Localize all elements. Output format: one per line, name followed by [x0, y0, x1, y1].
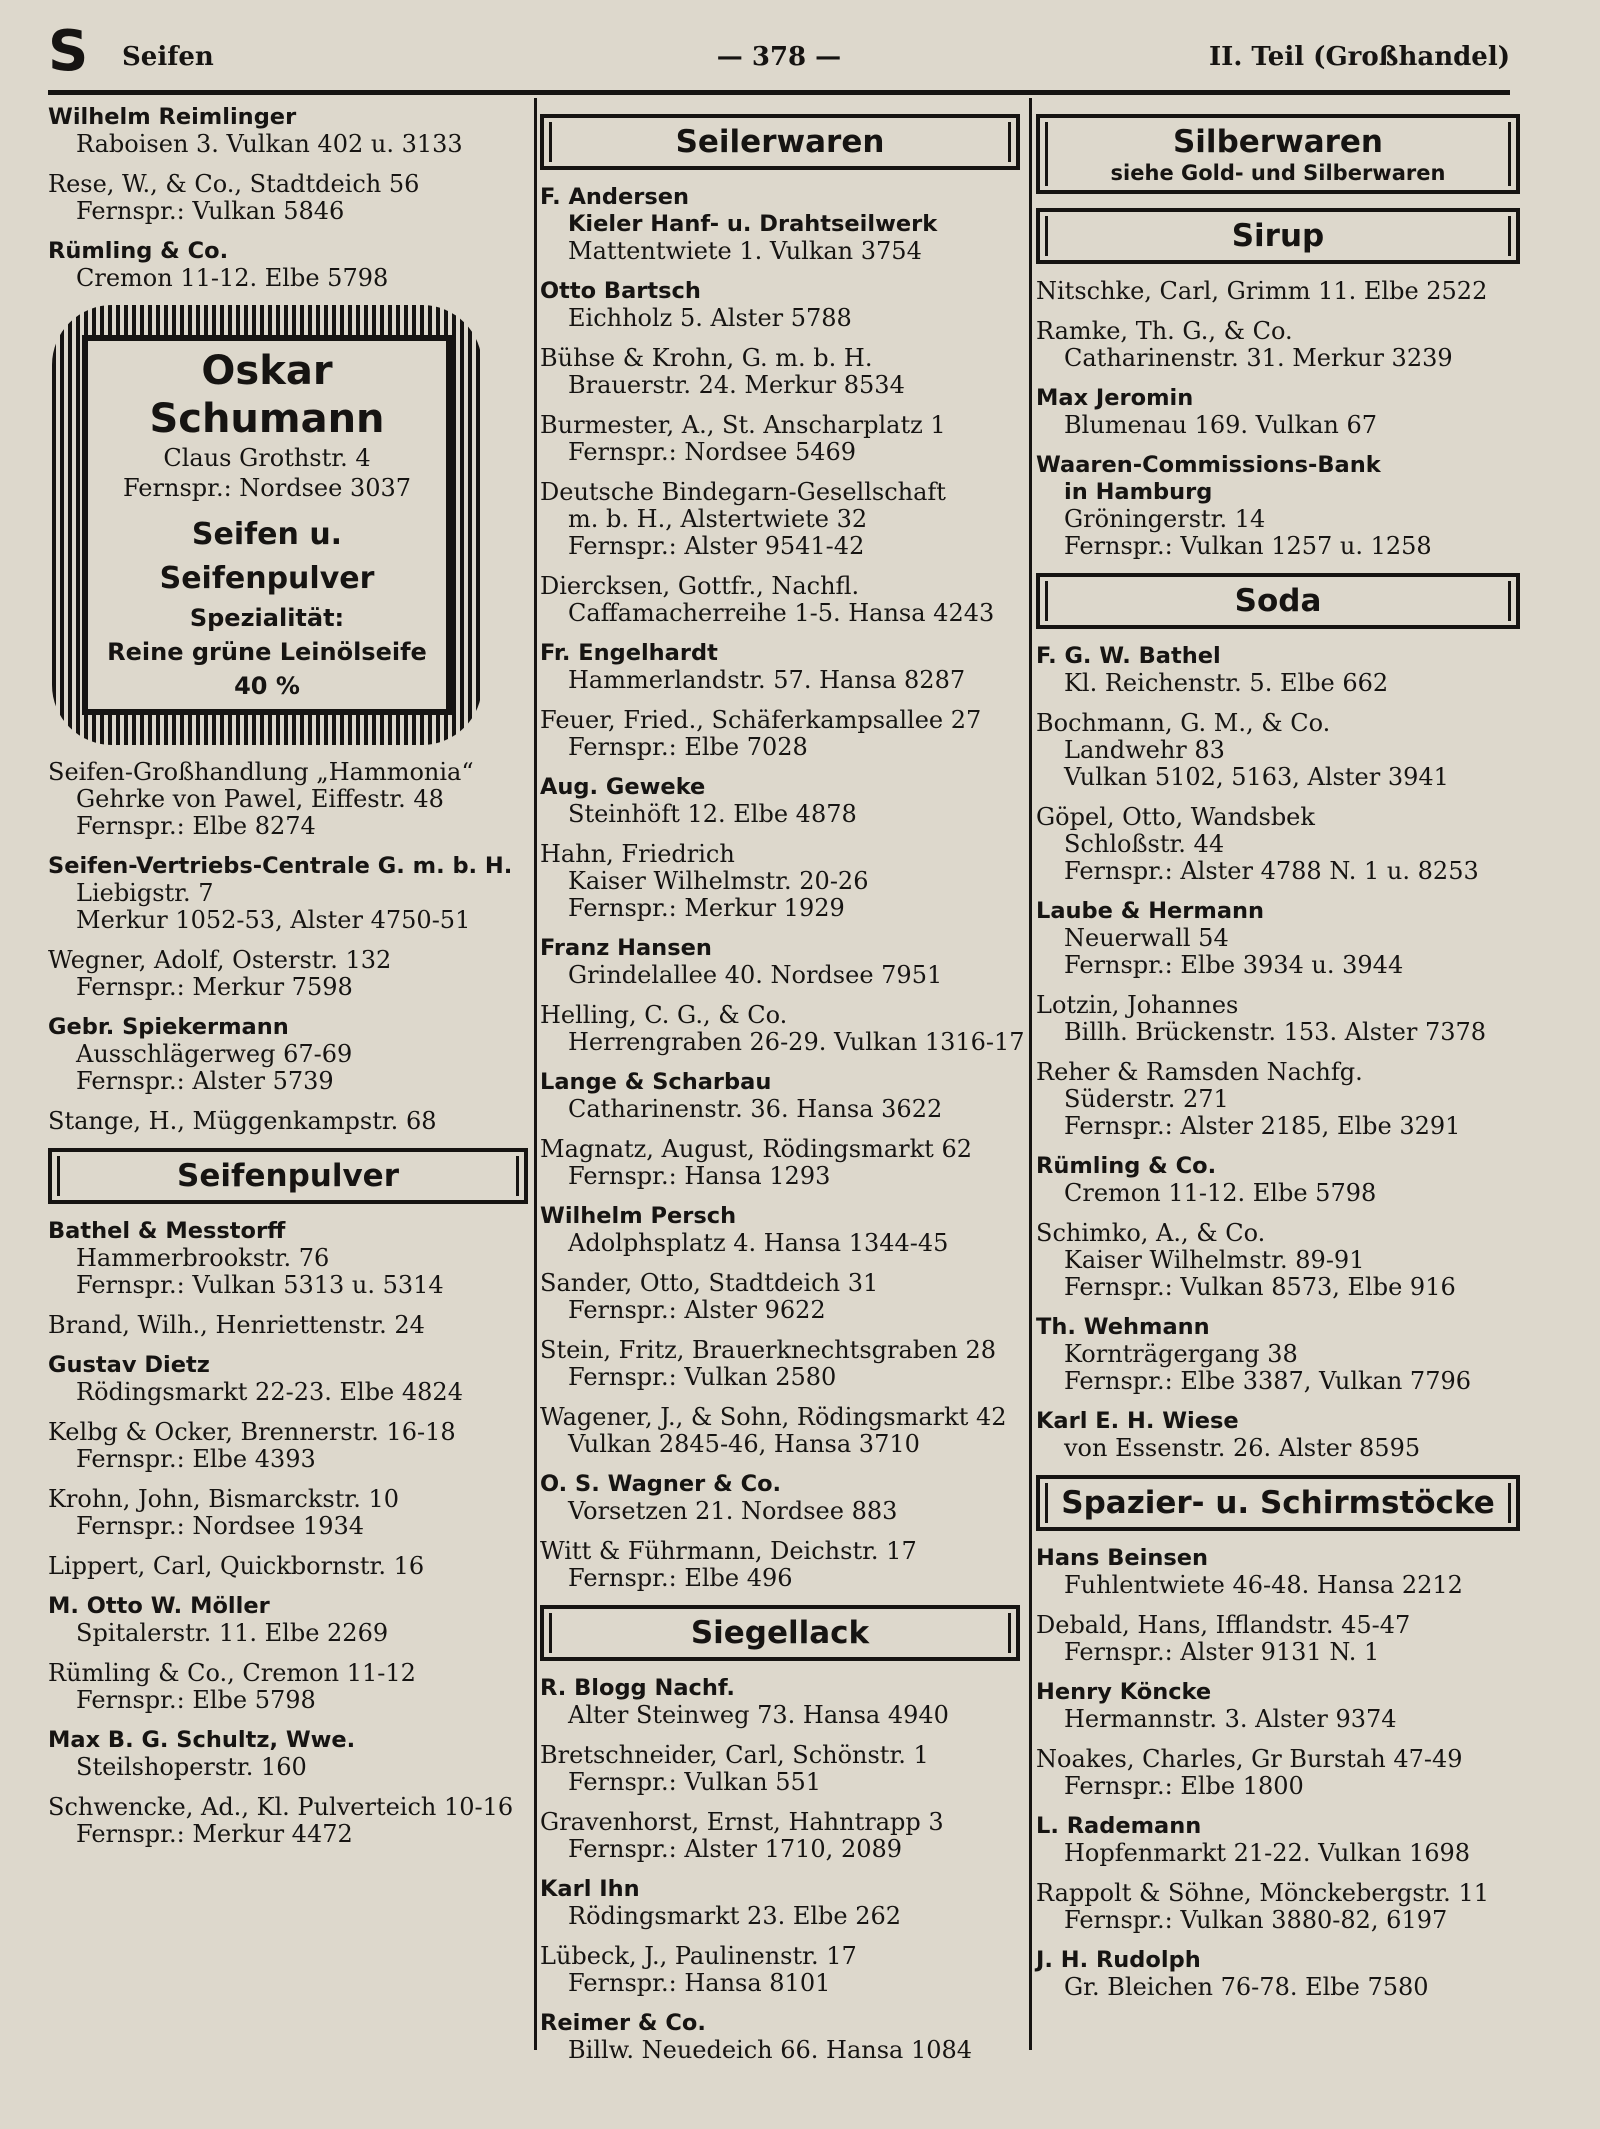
- entry-line: Fernspr.: Vulkan 551: [568, 1768, 822, 1796]
- page-header: [48, 19, 1510, 86]
- entry-name: Bathel & Messtorff: [48, 1218, 286, 1244]
- ad-company-name: Oskar Schumann: [149, 348, 385, 442]
- listing-entry: [48, 1593, 528, 1647]
- entry-name: Henry Köncke: [1036, 1679, 1212, 1705]
- entry-name: Gustav Dietz: [48, 1352, 210, 1378]
- section-title: Seifen: [122, 42, 214, 72]
- entry-line: Fernspr.: Elbe 1800: [1064, 1772, 1304, 1800]
- entry-line: Rödingsmarkt 22-23. Elbe 4824: [76, 1378, 463, 1406]
- advertisement: [52, 305, 482, 745]
- entry-line: Hermannstr. 3. Alster 9374: [1064, 1705, 1397, 1733]
- entry-line: Cremon 11-12. Elbe 5798: [1064, 1179, 1377, 1207]
- category-title: Spazier- u. Schirmstöcke: [1061, 1485, 1495, 1521]
- listing-entry: [48, 1014, 528, 1095]
- entry-name: Hans Beinsen: [1036, 1545, 1209, 1571]
- listing-entry: [540, 2010, 1020, 2064]
- listing-entry: [540, 774, 1020, 828]
- entry-line: Fernspr.: Vulkan 1257 u. 1258: [1064, 532, 1432, 560]
- listing-entry: [1036, 1746, 1520, 1800]
- entry-line: Lübeck, J., Paulinenstr. 17: [540, 1942, 857, 1970]
- listing-entry: [1036, 710, 1520, 791]
- category-title: Sirup: [1231, 218, 1325, 254]
- listing-entry: [48, 171, 528, 225]
- entry-line: Fernspr.: Elbe 496: [568, 1564, 793, 1592]
- listing-entry: [540, 1337, 1020, 1391]
- listing-entry: [540, 1270, 1020, 1324]
- listing-entry: [540, 1001, 1025, 1056]
- entry-line: Fernspr.: Elbe 8274: [76, 812, 316, 840]
- listing-entry: [540, 1538, 1020, 1592]
- entry-line: Mattentwiete 1. Vulkan 3754: [568, 237, 922, 265]
- listing-entry: [48, 853, 528, 934]
- entry-name: Reimer & Co.: [540, 2010, 706, 2036]
- entry-line: Kelbg & Ocker, Brennerstr. 16-18: [48, 1418, 456, 1446]
- listing-entry: [1036, 385, 1520, 439]
- entry-line: Brauerstr. 24. Merkur 8534: [568, 371, 905, 399]
- entry-list: [48, 104, 528, 292]
- listing-entry: [540, 935, 1020, 989]
- entry-name: J. H. Rudolph: [1036, 1947, 1201, 1973]
- listing-entry: [540, 841, 1020, 922]
- entry-name: in Hamburg: [1064, 479, 1213, 505]
- category-heading: [48, 1148, 528, 1204]
- listing-entry: [1036, 1314, 1520, 1395]
- listing-entry: [540, 1203, 1020, 1257]
- entry-line: Fernspr.: Hansa 8101: [568, 1969, 831, 1997]
- entry-line: Fernspr.: Vulkan 3880-82, 6197: [1064, 1906, 1448, 1934]
- entry-name: Th. Wehmann: [1036, 1314, 1210, 1340]
- entry-name: Otto Bartsch: [540, 278, 701, 304]
- entry-line: Fernspr.: Alster 9131 N. 1: [1064, 1638, 1380, 1666]
- listing-entry: [48, 1660, 528, 1714]
- listing-entry: [540, 1069, 1020, 1123]
- listing-entry: [540, 1404, 1020, 1458]
- entry-name: Aug. Geweke: [540, 774, 706, 800]
- entry-line: Seifen-Großhandlung „Hammonia“: [48, 758, 474, 786]
- category-heading: [1036, 208, 1520, 264]
- entry-line: Bochmann, G. M., & Co.: [1036, 709, 1331, 737]
- entry-line: Rümling & Co., Cremon 11-12: [48, 1659, 416, 1687]
- entry-line: Witt & Führmann, Deichstr. 17: [540, 1537, 917, 1565]
- listing-entry: [1036, 1220, 1520, 1301]
- entry-line: Kornträgergang 38: [1064, 1340, 1298, 1368]
- listing-entry: [48, 759, 528, 840]
- listing-entry: [48, 947, 528, 1001]
- entry-line: Fernspr.: Elbe 5798: [76, 1686, 316, 1714]
- entry-line: Kl. Reichenstr. 5. Elbe 662: [1064, 669, 1389, 697]
- entry-list: [1036, 1545, 1520, 2001]
- listing-entry: [1036, 898, 1520, 979]
- entry-line: Kaiser Wilhelmstr. 89-91: [1064, 1246, 1365, 1274]
- entry-line: Rappolt & Söhne, Mönckebergstr. 11: [1036, 1879, 1489, 1907]
- column-1: [48, 104, 528, 1861]
- entry-line: Fernspr.: Alster 2185, Elbe 3291: [1064, 1112, 1461, 1140]
- entry-name: Rümling & Co.: [48, 238, 229, 264]
- entry-line: Wegner, Adolf, Osterstr. 132: [48, 946, 392, 974]
- listing-entry: [1036, 992, 1520, 1046]
- category-subtitle: siehe Gold- und Silberwaren: [1110, 161, 1446, 185]
- entry-line: Adolphsplatz 4. Hansa 1344-45: [568, 1229, 949, 1257]
- entry-list: [48, 759, 528, 1135]
- section-letter: S: [48, 19, 89, 84]
- ad-specialty-label: Spezialität:: [189, 604, 345, 632]
- listing-entry: [1036, 804, 1520, 885]
- part-title: II. Teil (Großhandel): [1209, 42, 1510, 72]
- entry-line: Steinhöft 12. Elbe 4878: [568, 800, 857, 828]
- category-title: Soda: [1234, 583, 1322, 619]
- entry-line: Hammerbrookstr. 76: [76, 1244, 330, 1272]
- category-heading: [540, 114, 1020, 170]
- entry-line: Catharinenstr. 36. Hansa 3622: [568, 1095, 943, 1123]
- entry-list: [540, 1675, 1020, 2064]
- listing-entry: [540, 184, 1020, 265]
- entry-line: Fernspr.: Merkur 1929: [568, 894, 845, 922]
- listing-entry: [1036, 278, 1520, 305]
- entry-name: Gebr. Spiekermann: [48, 1014, 289, 1040]
- entry-line: Rese, W., & Co., Stadtdeich 56: [48, 170, 420, 198]
- entry-line: Fernspr.: Elbe 7028: [568, 733, 808, 761]
- entry-line: Fernspr.: Elbe 3387, Vulkan 7796: [1064, 1367, 1472, 1395]
- entry-line: Fernspr.: Vulkan 5313 u. 5314: [76, 1271, 444, 1299]
- entry-name: L. Rademann: [1036, 1813, 1202, 1839]
- listing-entry: [540, 1136, 1020, 1190]
- entry-name: Wilhelm Reimlinger: [48, 104, 297, 130]
- entry-name: Max B. G. Schultz, Wwe.: [48, 1727, 356, 1753]
- entry-name: F. G. W. Bathel: [1036, 643, 1221, 669]
- listing-entry: [1036, 1545, 1520, 1599]
- entry-line: Krohn, John, Bismarckstr. 10: [48, 1485, 400, 1513]
- listing-entry: [1036, 1612, 1520, 1666]
- entry-name: Wilhelm Persch: [540, 1203, 737, 1229]
- entry-line: Helling, C. G., & Co.: [540, 1001, 788, 1029]
- category-heading: [1036, 573, 1520, 629]
- listing-entry: [540, 1943, 1020, 1997]
- entry-line: Vulkan 2845-46, Hansa 3710: [568, 1430, 920, 1458]
- listing-entry: [48, 1352, 528, 1406]
- listing-entry: [48, 1727, 528, 1781]
- entry-line: Fernspr.: Elbe 4393: [76, 1445, 316, 1473]
- listing-entry: [1036, 1059, 1520, 1140]
- listing-entry: [1036, 1947, 1520, 2001]
- entry-line: Schloßstr. 44: [1064, 830, 1225, 858]
- ad-percent: 40 %: [234, 672, 300, 700]
- listing-entry: [48, 1108, 528, 1135]
- listing-entry: [540, 707, 1020, 761]
- entry-line: Gröningerstr. 14: [1064, 505, 1266, 533]
- ad-product: Seifen u. Seifenpulver: [159, 517, 375, 596]
- category-title: Siegellack: [690, 1615, 870, 1651]
- entry-line: Nitschke, Carl, Grimm 11. Elbe 2522: [1036, 277, 1488, 305]
- entry-line: Brand, Wilh., Henriettenstr. 24: [48, 1311, 425, 1339]
- entry-line: Vulkan 5102, 5163, Alster 3941: [1064, 763, 1449, 791]
- entry-line: Diercksen, Gottfr., Nachfl.: [540, 572, 860, 600]
- entry-line: Merkur 1052-53, Alster 4750-51: [76, 906, 471, 934]
- entry-line: Gravenhorst, Ernst, Hahntrapp 3: [540, 1808, 944, 1836]
- entry-name: Lange & Scharbau: [540, 1069, 772, 1095]
- listing-entry: [48, 1312, 528, 1339]
- listing-entry: [48, 1553, 528, 1580]
- column-divider: [534, 98, 537, 2050]
- entry-list: [48, 1218, 528, 1848]
- entry-line: Schimko, A., & Co.: [1036, 1219, 1266, 1247]
- entry-name: Laube & Hermann: [1036, 898, 1265, 924]
- listing-entry: [540, 1809, 1020, 1863]
- entry-line: Fernspr.: Merkur 4472: [76, 1820, 353, 1848]
- entry-line: Fernspr.: Vulkan 5846: [76, 197, 345, 225]
- entry-line: Stange, H., Müggenkampstr. 68: [48, 1107, 437, 1135]
- entry-line: Fernspr.: Elbe 3934 u. 3944: [1064, 951, 1404, 979]
- header-rule: [48, 90, 1510, 95]
- entry-line: Fernspr.: Vulkan 2580: [568, 1363, 837, 1391]
- category-heading: [1036, 1475, 1520, 1531]
- entry-line: Magnatz, August, Rödingsmarkt 62: [540, 1135, 972, 1163]
- entry-line: Fernspr.: Merkur 7598: [76, 973, 353, 1001]
- ad-phone: Fernspr.: Nordsee 3037: [122, 474, 412, 502]
- entry-line: Debald, Hans, Ifflandstr. 45-47: [1036, 1611, 1411, 1639]
- entry-line: Landwehr 83: [1064, 736, 1225, 764]
- entry-name: F. Andersen: [540, 184, 690, 210]
- entry-line: Fernspr.: Alster 4788 N. 1 u. 8253: [1064, 857, 1479, 885]
- listing-entry: [48, 1419, 528, 1473]
- entry-list: [540, 184, 1025, 1592]
- entry-line: Eichholz 5. Alster 5788: [568, 304, 852, 332]
- entry-line: Schwencke, Ad., Kl. Pulverteich 10-16: [48, 1793, 514, 1821]
- entry-line: Billw. Neuedeich 66. Hansa 1084: [568, 2036, 973, 2064]
- entry-line: von Essenstr. 26. Alster 8595: [1064, 1434, 1421, 1462]
- category-heading: [540, 1605, 1020, 1661]
- category-heading: [1036, 114, 1520, 194]
- listing-entry: [1036, 1813, 1520, 1867]
- column-2: [540, 104, 1025, 2077]
- entry-line: Billh. Brückenstr. 153. Alster 7378: [1064, 1018, 1487, 1046]
- entry-line: Vorsetzen 21. Nordsee 883: [568, 1497, 898, 1525]
- listing-entry: [1036, 1153, 1520, 1207]
- listing-entry: [540, 573, 1020, 627]
- listing-entry: [540, 1876, 1020, 1930]
- listing-entry: [540, 479, 1020, 560]
- entry-list: [1036, 643, 1520, 1462]
- entry-line: Lotzin, Johannes: [1036, 991, 1239, 1019]
- entry-line: Grindelallee 40. Nordsee 7951: [568, 961, 943, 989]
- listing-entry: [540, 1742, 1020, 1796]
- entry-line: Fuhlentwiete 46-48. Hansa 2212: [1064, 1571, 1463, 1599]
- entry-line: Rödingsmarkt 23. Elbe 262: [568, 1902, 902, 1930]
- entry-name: Karl E. H. Wiese: [1036, 1408, 1239, 1434]
- listing-entry: [48, 104, 528, 158]
- entry-line: m. b. H., Alstertwiete 32: [568, 505, 868, 533]
- entry-line: Feuer, Fried., Schäferkampsallee 27: [540, 706, 982, 734]
- entry-line: Neuerwall 54: [1064, 924, 1229, 952]
- listing-entry: [48, 1218, 528, 1299]
- column-divider: [1029, 98, 1032, 2050]
- listing-entry: [1036, 1880, 1520, 1934]
- entry-name: Karl Ihn: [540, 1876, 640, 1902]
- entry-line: Alter Steinweg 73. Hansa 4940: [568, 1701, 949, 1729]
- listing-entry: [1036, 1679, 1520, 1733]
- listing-entry: [540, 1471, 1020, 1525]
- listing-entry: [1036, 643, 1520, 697]
- entry-line: Spitalerstr. 11. Elbe 2269: [76, 1619, 389, 1647]
- entry-name: Kieler Hanf- u. Drahtseilwerk: [568, 211, 938, 237]
- listing-entry: [540, 345, 1020, 399]
- entry-line: Cremon 11-12. Elbe 5798: [76, 264, 389, 292]
- entry-line: Lippert, Carl, Quickbornstr. 16: [48, 1552, 425, 1580]
- entry-line: Burmester, A., St. Anscharplatz 1: [540, 411, 946, 439]
- entry-line: Ramke, Th. G., & Co.: [1036, 317, 1293, 345]
- listing-entry: [48, 238, 528, 292]
- entry-name: Franz Hansen: [540, 935, 712, 961]
- entry-name: M. Otto W. Möller: [48, 1593, 270, 1619]
- page-number: — 378 —: [716, 42, 842, 72]
- entry-list: [1036, 278, 1520, 560]
- entry-line: Fernspr.: Alster 9622: [568, 1296, 826, 1324]
- entry-line: Fernspr.: Alster 1710, 2089: [568, 1835, 903, 1863]
- entry-line: Bretschneider, Carl, Schönstr. 1: [540, 1741, 929, 1769]
- listing-entry: [48, 1794, 528, 1848]
- entry-name: Waaren-Commissions-Bank: [1036, 452, 1381, 478]
- entry-line: Stein, Fritz, Brauerknechtsgraben 28: [540, 1336, 996, 1364]
- entry-line: Gr. Bleichen 76-78. Elbe 7580: [1064, 1973, 1429, 2001]
- entry-line: Fernspr.: Nordsee 1934: [76, 1512, 365, 1540]
- listing-entry: [1036, 452, 1520, 560]
- entry-line: Caffamacherreihe 1-5. Hansa 4243: [568, 599, 995, 627]
- entry-line: Bühse & Krohn, G. m. b. H.: [540, 344, 873, 372]
- entry-line: Fernspr.: Nordsee 5469: [568, 438, 857, 466]
- entry-line: Reher & Ramsden Nachfg.: [1036, 1058, 1363, 1086]
- entry-line: Catharinenstr. 31. Merkur 3239: [1064, 344, 1453, 372]
- entry-line: Fernspr.: Vulkan 8573, Elbe 916: [1064, 1273, 1456, 1301]
- entry-line: Fernspr.: Hansa 1293: [568, 1162, 831, 1190]
- category-title: Seifenpulver: [177, 1158, 399, 1194]
- entry-line: Blumenau 169. Vulkan 67: [1064, 411, 1378, 439]
- entry-line: Hammerlandstr. 57. Hansa 8287: [568, 666, 966, 694]
- listing-entry: [1036, 1408, 1520, 1462]
- entry-line: Steilshoperstr. 160: [76, 1753, 307, 1781]
- entry-name: R. Blogg Nachf.: [540, 1675, 735, 1701]
- entry-line: Wagener, J., & Sohn, Rödingsmarkt 42: [540, 1403, 1007, 1431]
- entry-line: Deutsche Bindegarn-Gesellschaft: [540, 478, 946, 506]
- listing-entry: [540, 1675, 1020, 1729]
- entry-line: Fernspr.: Alster 9541-42: [568, 532, 865, 560]
- entry-line: Hahn, Friedrich: [540, 840, 735, 868]
- ad-specialty: Reine grüne Leinölseife: [107, 638, 427, 666]
- listing-entry: [540, 640, 1020, 694]
- entry-line: Herrengraben 26-29. Vulkan 1316-17: [568, 1028, 1025, 1056]
- listing-entry: [540, 278, 1020, 332]
- entry-name: Fr. Engelhardt: [540, 640, 718, 666]
- entry-line: Noakes, Charles, Gr Burstah 47-49: [1036, 1745, 1463, 1773]
- column-3: [1036, 104, 1520, 2014]
- entry-name: O. S. Wagner & Co.: [540, 1471, 782, 1497]
- ad-address: Claus Grothstr. 4: [163, 444, 371, 472]
- entry-line: Hopfenmarkt 21-22. Vulkan 1698: [1064, 1839, 1471, 1867]
- category-title: Silberwaren: [1172, 124, 1384, 160]
- entry-name: Seifen-Vertriebs-Centrale G. m. b. H.: [48, 853, 513, 879]
- ad-frame: [82, 335, 452, 715]
- entry-line: Raboisen 3. Vulkan 402 u. 3133: [76, 130, 463, 158]
- category-title: Seilerwaren: [675, 124, 885, 160]
- entry-line: Sander, Otto, Stadtdeich 31: [540, 1269, 879, 1297]
- entry-line: Ausschlägerweg 67-69: [76, 1040, 353, 1068]
- entry-line: Liebigstr. 7: [76, 879, 214, 907]
- listing-entry: [48, 1486, 528, 1540]
- entry-line: Göpel, Otto, Wandsbek: [1036, 803, 1315, 831]
- entry-line: Süderstr. 271: [1064, 1085, 1229, 1113]
- entry-line: Fernspr.: Alster 5739: [76, 1067, 334, 1095]
- entry-line: Kaiser Wilhelmstr. 20-26: [568, 867, 869, 895]
- entry-name: Max Jeromin: [1036, 385, 1194, 411]
- entry-name: Rümling & Co.: [1036, 1153, 1217, 1179]
- listing-entry: [1036, 318, 1520, 372]
- entry-line: Gehrke von Pawel, Eiffestr. 48: [76, 785, 444, 813]
- listing-entry: [540, 412, 1020, 466]
